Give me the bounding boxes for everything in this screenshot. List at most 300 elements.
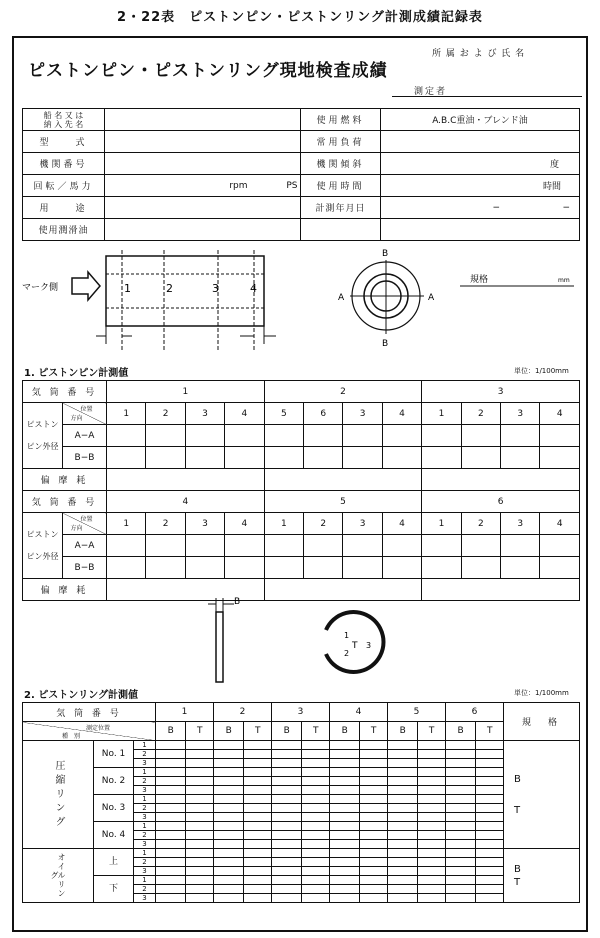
ring-cell[interactable] [244,804,272,813]
ring-cell[interactable] [186,741,214,750]
ring-cell[interactable] [360,750,388,759]
usage-field[interactable] [105,197,301,219]
ring-cell[interactable] [387,885,417,894]
cell[interactable] [146,447,185,469]
ring-cell[interactable] [302,795,330,804]
engine-no-field[interactable] [105,153,301,175]
ring-cell[interactable] [302,858,330,867]
ring-cell[interactable] [476,867,504,876]
ring-cell[interactable] [186,768,214,777]
ring-cell[interactable] [213,867,243,876]
ring-cell[interactable] [476,876,504,885]
cross-b-top: B [382,249,389,259]
ring-diagram [14,596,590,688]
cell[interactable] [343,557,382,579]
ring-cell[interactable] [213,795,243,804]
ring-cell[interactable] [387,894,417,903]
cell[interactable] [382,447,421,469]
ring-cell[interactable] [271,750,301,759]
pin-pos-b11: 3 [501,513,540,535]
ring-cell[interactable] [244,867,272,876]
ring-cell[interactable] [271,768,301,777]
cell[interactable] [501,535,540,557]
pin-pos-b8: 4 [382,513,421,535]
cell[interactable] [540,557,580,579]
ring-cell[interactable] [418,804,446,813]
ring-cell[interactable] [302,840,330,849]
ring-cell[interactable] [213,876,243,885]
cell[interactable] [304,425,343,447]
ring-cell[interactable] [302,768,330,777]
cell[interactable] [264,469,422,491]
cell[interactable] [422,557,461,579]
ring-cell[interactable] [418,894,446,903]
cell[interactable] [461,557,500,579]
ring-cell[interactable] [445,840,475,849]
ring-cell[interactable] [156,750,186,759]
ring-cell[interactable] [329,858,359,867]
ring-cell[interactable] [445,822,475,831]
cell[interactable] [501,447,540,469]
cell[interactable] [540,447,580,469]
hours-field[interactable] [381,175,580,197]
lube-oil-label: 使用潤滑油 [23,219,105,241]
ring-cell[interactable] [156,858,186,867]
ring-cell[interactable] [213,804,243,813]
ring-cell[interactable] [418,831,446,840]
inspector-label: 測定者 [414,87,448,97]
ring-cell[interactable] [387,858,417,867]
ring-cell[interactable] [156,813,186,822]
ring-cell[interactable] [387,876,417,885]
ring-spec-oil[interactable] [504,849,580,903]
ring-cell[interactable] [476,831,504,840]
ring-cell[interactable] [418,759,446,768]
ring-cell[interactable] [302,777,330,786]
ring-cell[interactable] [329,741,359,750]
ring-cell[interactable] [213,768,243,777]
ring-cell[interactable] [244,759,272,768]
ring-cell[interactable] [418,849,446,858]
ring-cell[interactable] [360,768,388,777]
cell[interactable] [107,557,146,579]
ring-cell[interactable] [387,777,417,786]
ring-cell[interactable] [476,759,504,768]
ring-cell[interactable] [360,813,388,822]
ring-cell[interactable] [302,822,330,831]
ring-cell[interactable] [387,795,417,804]
cell[interactable] [185,447,224,469]
lube-oil-field[interactable] [105,219,301,241]
ring-cell[interactable] [186,840,214,849]
cell[interactable] [422,425,461,447]
ring-cell[interactable] [156,831,186,840]
ring-cell[interactable] [387,804,417,813]
cell[interactable] [264,557,303,579]
ring-cell[interactable] [476,795,504,804]
cell[interactable] [146,557,185,579]
ring-cell[interactable] [476,885,504,894]
ring-cell[interactable] [445,858,475,867]
ring-cell[interactable] [418,885,446,894]
cell[interactable] [146,425,185,447]
cell[interactable] [185,425,224,447]
ring-cell[interactable] [360,795,388,804]
ring-cell[interactable] [418,795,446,804]
ring-cell[interactable] [360,777,388,786]
ring-cell[interactable] [244,768,272,777]
ring-cell[interactable] [387,840,417,849]
ring-cell[interactable] [360,849,388,858]
cell[interactable] [540,425,580,447]
ring-cell[interactable] [156,867,186,876]
ring-cell[interactable] [213,786,243,795]
ring-cell[interactable] [476,822,504,831]
cell[interactable] [343,447,382,469]
ring-cell[interactable] [271,849,301,858]
ring-cell[interactable] [445,831,475,840]
ring-cell[interactable] [360,858,388,867]
ring-p3: 3 [366,641,372,650]
ring-cell[interactable] [213,858,243,867]
ring-cell[interactable] [476,786,504,795]
cell[interactable] [501,557,540,579]
ring-cell[interactable] [418,876,446,885]
ring-cell[interactable] [387,768,417,777]
cell[interactable] [225,535,264,557]
ring-cell[interactable] [271,867,301,876]
cell[interactable] [107,535,146,557]
ring-cell[interactable] [213,885,243,894]
ring-cell[interactable] [244,813,272,822]
cell[interactable] [107,425,146,447]
ring-cell[interactable] [387,813,417,822]
ring-cell[interactable] [213,894,243,903]
ring-cell[interactable] [476,741,504,750]
ring-cell[interactable] [186,804,214,813]
ring-cell[interactable] [418,813,446,822]
ring-cell[interactable] [244,885,272,894]
ring-cell[interactable] [360,804,388,813]
ring-cell[interactable] [387,849,417,858]
ring-cell[interactable] [445,741,475,750]
ring-cell[interactable] [360,786,388,795]
ring-cell[interactable] [302,813,330,822]
ring-cell[interactable] [329,885,359,894]
ring-cell[interactable] [271,876,301,885]
ring-cell[interactable] [271,813,301,822]
ring-cell[interactable] [445,786,475,795]
cell[interactable] [264,425,303,447]
ring-cell[interactable] [244,795,272,804]
cell[interactable] [461,425,500,447]
ring-cell[interactable] [445,795,475,804]
ring-cell[interactable] [186,894,214,903]
ring-cell[interactable] [186,795,214,804]
sub-row-label: 1 [134,795,156,804]
ring-cell[interactable] [360,822,388,831]
ring-cell[interactable] [271,894,301,903]
cell[interactable] [225,447,264,469]
ring-cell[interactable] [360,759,388,768]
ring-cell[interactable] [302,750,330,759]
engine-tilt-field[interactable] [381,153,580,175]
ring-cell[interactable] [360,831,388,840]
cell[interactable] [264,535,303,557]
measure-date-field[interactable] [381,197,580,219]
ring-cell[interactable] [302,804,330,813]
ring-cell[interactable] [418,858,446,867]
ring-cell[interactable] [360,741,388,750]
ring-spec-comp[interactable] [504,741,580,849]
ring-cell[interactable] [156,777,186,786]
spec-unit: mm [558,277,570,284]
ring-cell[interactable] [156,759,186,768]
ring-cell[interactable] [186,858,214,867]
ring-cell[interactable] [186,867,214,876]
ring-cell[interactable] [213,822,243,831]
ring-cell[interactable] [156,849,186,858]
ring-cell[interactable] [244,777,272,786]
piston-pin-od-label-2: ピストン ピン外径 [23,513,63,579]
ring-cell[interactable] [329,759,359,768]
ring-cell[interactable] [387,831,417,840]
ring-cell[interactable] [329,822,359,831]
cell[interactable] [382,557,421,579]
spec-b-label: B [514,773,521,785]
ring-cell[interactable] [329,795,359,804]
ring-cell[interactable] [418,750,446,759]
ring-cell[interactable] [156,795,186,804]
ring-cell[interactable] [213,813,243,822]
ring-cell[interactable] [186,759,214,768]
ring-cell[interactable] [445,849,475,858]
pin-pos-b9: 1 [422,513,461,535]
cell[interactable] [304,535,343,557]
ring-cell[interactable] [329,849,359,858]
cell[interactable] [304,557,343,579]
ring-cell[interactable] [360,867,388,876]
cell[interactable] [146,535,185,557]
ring-cell[interactable] [186,777,214,786]
ring-cell[interactable] [186,822,214,831]
ring-cell[interactable] [244,741,272,750]
ring-cell[interactable] [476,840,504,849]
ring-cell[interactable] [156,876,186,885]
ring-cell[interactable] [445,876,475,885]
fuel-label: 使用燃料 [301,109,381,131]
ring-cell[interactable] [329,786,359,795]
ring-cell[interactable] [271,840,301,849]
normal-load-field[interactable] [381,131,580,153]
ring-cell[interactable] [244,840,272,849]
ring-cell[interactable] [156,786,186,795]
ring-cell[interactable] [329,768,359,777]
ring-cell[interactable] [445,750,475,759]
ring-cell[interactable] [156,822,186,831]
cell[interactable] [382,535,421,557]
ship-name-field[interactable] [105,109,301,131]
ring-cell[interactable] [271,741,301,750]
ring-cell[interactable] [213,840,243,849]
cell[interactable] [540,535,580,557]
ring-cell[interactable] [156,741,186,750]
ring-cell[interactable] [302,867,330,876]
ring-cell[interactable] [302,741,330,750]
affiliation-label: 所 属 お よ び 氏 名 [432,49,526,59]
ring-cell[interactable] [476,804,504,813]
ring-cell[interactable] [302,894,330,903]
ring-cell[interactable] [186,885,214,894]
ring-cell[interactable] [476,894,504,903]
ring-cell[interactable] [271,858,301,867]
cell[interactable] [461,535,500,557]
cell[interactable] [422,535,461,557]
ring-cell[interactable] [271,786,301,795]
ring-cell[interactable] [186,813,214,822]
cell[interactable] [501,425,540,447]
ring-b-label: B [234,597,241,607]
ring-cell[interactable] [302,885,330,894]
ring-cell[interactable] [445,894,475,903]
ring-cell[interactable] [476,777,504,786]
ring-cell[interactable] [156,840,186,849]
ring-cell[interactable] [302,876,330,885]
cross-b-bottom: B [382,339,389,349]
ring-t-label: T [352,641,358,651]
ring-cell[interactable] [244,750,272,759]
ring-cell[interactable] [387,759,417,768]
ring-cell[interactable] [244,858,272,867]
cell[interactable] [304,447,343,469]
ring-cell[interactable] [329,813,359,822]
ring-cell[interactable] [445,759,475,768]
ring-cell[interactable] [271,795,301,804]
ring-cell[interactable] [213,777,243,786]
cell[interactable] [185,535,224,557]
ring-cell[interactable] [418,867,446,876]
ring-cell[interactable] [213,759,243,768]
ring-cell[interactable] [271,759,301,768]
ring-cell[interactable] [271,777,301,786]
ring-cell[interactable] [329,867,359,876]
ring-cell[interactable] [387,867,417,876]
ring-cell[interactable] [213,831,243,840]
ring-cell[interactable] [329,831,359,840]
ring-cell[interactable] [156,894,186,903]
ring-cell[interactable] [329,750,359,759]
cell[interactable] [107,469,265,491]
ring-cell[interactable] [476,849,504,858]
ring-cell[interactable] [244,849,272,858]
ring-cell[interactable] [445,885,475,894]
ring-cell[interactable] [271,822,301,831]
ring-cell[interactable] [418,822,446,831]
ring-cell[interactable] [418,777,446,786]
ring-cell[interactable] [445,768,475,777]
cell[interactable] [264,447,303,469]
ring-cell[interactable] [302,849,330,858]
ring-cell[interactable] [418,741,446,750]
ring-cell[interactable] [244,876,272,885]
ring-cell[interactable] [302,786,330,795]
cell[interactable] [225,425,264,447]
ring-cell[interactable] [360,876,388,885]
ring-cell[interactable] [387,822,417,831]
cell[interactable] [225,557,264,579]
ring-cell[interactable] [244,831,272,840]
pin-pos-5: 5 [264,403,303,425]
ring-cell[interactable] [418,786,446,795]
ring-cell[interactable] [329,840,359,849]
ring-cell[interactable] [387,786,417,795]
fuel-value[interactable]: A.B.C重油・ブレンド油 [381,109,580,131]
ring-cell[interactable] [186,831,214,840]
ring-cell[interactable] [244,894,272,903]
ring-cell[interactable] [329,876,359,885]
ring-cell[interactable] [244,822,272,831]
ring-cell[interactable] [156,768,186,777]
ring-cell[interactable] [213,741,243,750]
ring-cell[interactable] [360,894,388,903]
ring-cell[interactable] [186,786,214,795]
ring-cell[interactable] [360,885,388,894]
cell[interactable] [461,447,500,469]
ring-cell[interactable] [156,804,186,813]
ring-cell[interactable] [418,768,446,777]
model-field[interactable] [105,131,301,153]
cell[interactable] [185,557,224,579]
ring-cell[interactable] [387,741,417,750]
cell[interactable] [343,425,382,447]
ring-cell[interactable] [445,804,475,813]
cell[interactable] [107,447,146,469]
ring-cell[interactable] [302,831,330,840]
ring-cell[interactable] [329,804,359,813]
ring-cell[interactable] [445,867,475,876]
ring-cell[interactable] [329,894,359,903]
ring-cell[interactable] [476,858,504,867]
ring-cell[interactable] [271,885,301,894]
ring-cell[interactable] [244,786,272,795]
cell[interactable] [422,447,461,469]
ring-cell[interactable] [271,804,301,813]
ring-cell[interactable] [476,750,504,759]
ring-cell[interactable] [186,750,214,759]
ring-cell[interactable] [329,777,359,786]
ring-cell[interactable] [387,750,417,759]
cell[interactable] [343,535,382,557]
rpm-power-field[interactable] [105,175,301,197]
ring-cell[interactable] [156,885,186,894]
ring-cell[interactable] [213,849,243,858]
ring-cell[interactable] [186,876,214,885]
cell[interactable] [422,469,580,491]
ring-cell[interactable] [418,840,446,849]
ring-cell[interactable] [360,840,388,849]
ring-cell[interactable] [186,849,214,858]
ring-cell[interactable] [476,768,504,777]
cell[interactable] [382,425,421,447]
ring-cell[interactable] [445,813,475,822]
sub-row-label: 3 [134,894,156,903]
ring-cell[interactable] [445,777,475,786]
ring-cell[interactable] [476,813,504,822]
pin-pos-7: 3 [343,403,382,425]
ring-cell[interactable] [271,831,301,840]
ring-cell[interactable] [302,759,330,768]
ring-cell[interactable] [213,750,243,759]
